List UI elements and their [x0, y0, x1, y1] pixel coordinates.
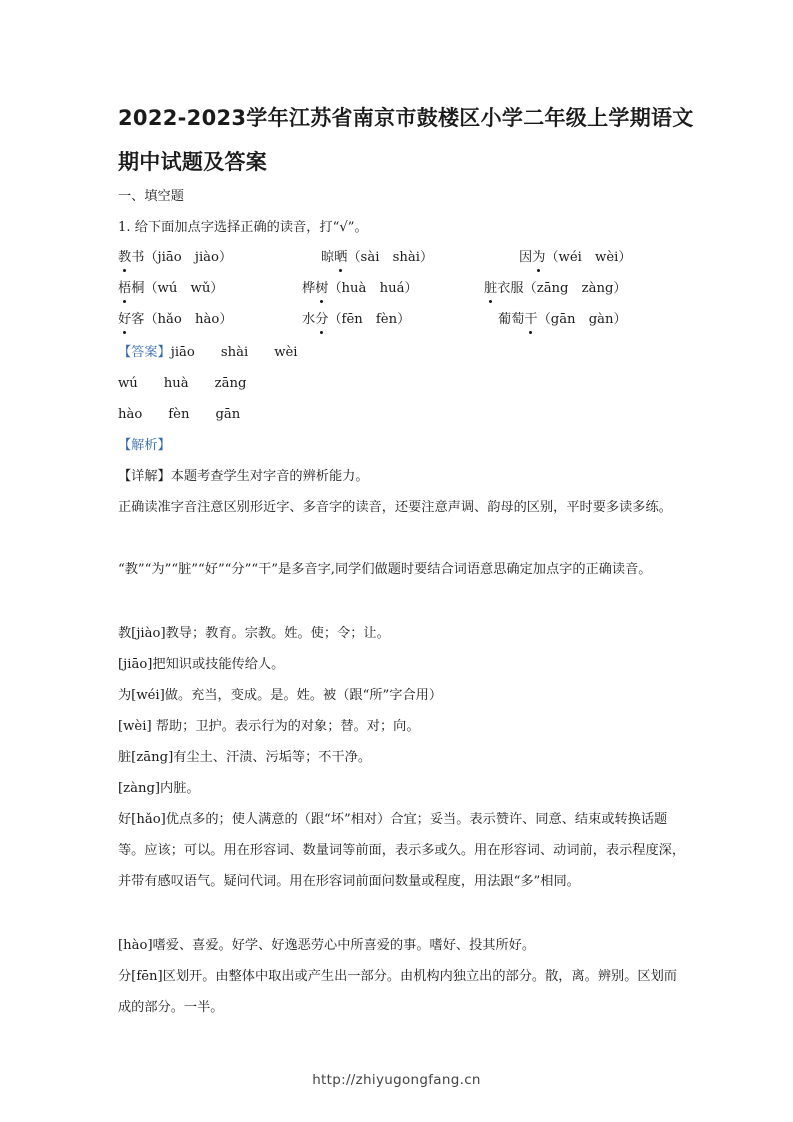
answer-value: shài — [220, 345, 249, 360]
definition-jiao1: [jiāo]把知识或技能传给人。 — [118, 657, 285, 672]
answer-value: wèi — [274, 345, 298, 360]
item-huashu: 桦树（huà huá） — [302, 281, 418, 296]
answer-value: fèn — [168, 407, 190, 422]
answer-value: gān — [215, 407, 241, 422]
answer-line-3 — [118, 406, 690, 424]
dotted-char: 梧 — [118, 281, 132, 296]
dotted-char: 教 — [118, 250, 132, 265]
analysis-label: 【解析】 — [118, 438, 171, 453]
item-putaogan: 葡萄干（gān gàn） — [498, 312, 627, 327]
answer-value: jiāo — [170, 345, 195, 360]
detail-text: 本题考查学生对字音的辨析能力。 — [170, 469, 369, 484]
page-title: 2022-2023学年江苏省南京市鼓楼区小学二年级上学期语文期中试题及答案 — [118, 106, 694, 174]
dotted-char: 干 — [524, 312, 538, 327]
dotted-char: 为 — [532, 250, 546, 265]
item-liangshai: 晾晒（sài shài） — [321, 250, 434, 265]
item-haoke: 好客（hǎo hào） — [118, 312, 233, 327]
definition-jiao4: 教[jiào]教导；教育。宗教。姓。使；令；让。 — [118, 626, 390, 641]
item-shuifen: 水分（fēn fèn） — [302, 312, 411, 327]
definition-hao4: [hào]嗜爱、喜爱。好学、好逸恶劳心中所喜爱的事。嗜好、投其所好。 — [118, 938, 536, 953]
detail-line — [118, 468, 690, 486]
paragraph-reading: 正确读准字音注意区别形近字、多音字的读音，还要注意声调、韵母的区别，平时要多读多练。 — [118, 500, 672, 515]
item-yinwei: 因为（wéi wèi） — [519, 250, 632, 265]
answer-value: hào — [118, 407, 143, 422]
dotted-char: 好 — [118, 312, 132, 327]
definition-hao3: 好[hǎo]优点多的；使人满意的（跟“坏”相对）合宜；妥当。表示赞许、同意、结束或转换话题等。应该；可以。用在形容词、数量词等前面，表示多或久。用在形容词、动词前，表示程度深，并带有感叹语气。疑问代词。用在形容词前面问数量或程度，用法跟“多”相同。 — [118, 812, 686, 889]
footer-url: http://zhiyugongfang.cn — [312, 1072, 481, 1088]
section-heading: 一、填空题 — [118, 189, 184, 204]
answer-value: zāng — [214, 376, 247, 391]
answer-value: huà — [163, 376, 189, 391]
answer-line-1 — [118, 344, 690, 362]
dotted-char: 脏 — [484, 281, 498, 296]
item-jiaoshu: 教书（jiāo jiào） — [118, 250, 233, 265]
definition-zang4: [zàng]内脏。 — [118, 781, 200, 796]
answer-line-2 — [118, 375, 690, 393]
answer-label: 【答案】 — [118, 345, 171, 360]
dotted-char: 树 — [315, 281, 329, 296]
detail-label: 【详解】 — [118, 469, 171, 484]
item-wutong: 梧桐（wú wǔ） — [118, 281, 224, 296]
item-zangyifu: 脏衣服（zāng zàng） — [484, 281, 627, 296]
definition-wei4: [wèi] 帮助；卫护。表示行为的对象；替。对；向。 — [118, 719, 420, 734]
paragraph-polyphonic: “教”“为”“脏”“好”“分”“干”是多音字,同学们做题时要结合词语意思确定加点字的正确读音。 — [118, 562, 652, 577]
answer-value: wú — [118, 376, 138, 391]
dotted-char: 晒 — [334, 250, 348, 265]
definition-wei2: 为[wéi]做。充当，变成。是。姓。被（跟“所”字合用） — [118, 688, 443, 703]
definition-zang1: 脏[zāng]有尘土、汗渍、污垢等；不干净。 — [118, 750, 372, 765]
question-1: 1. 给下面加点字选择正确的读音，打“√”。 — [118, 220, 368, 235]
dotted-char: 分 — [315, 312, 329, 327]
definition-fen1: 分[fēn]区划开。由整体中取出或产生出一部分。由机构内独立出的部分。散，离。辨别。区划而成的部分。一半。 — [118, 969, 677, 1015]
